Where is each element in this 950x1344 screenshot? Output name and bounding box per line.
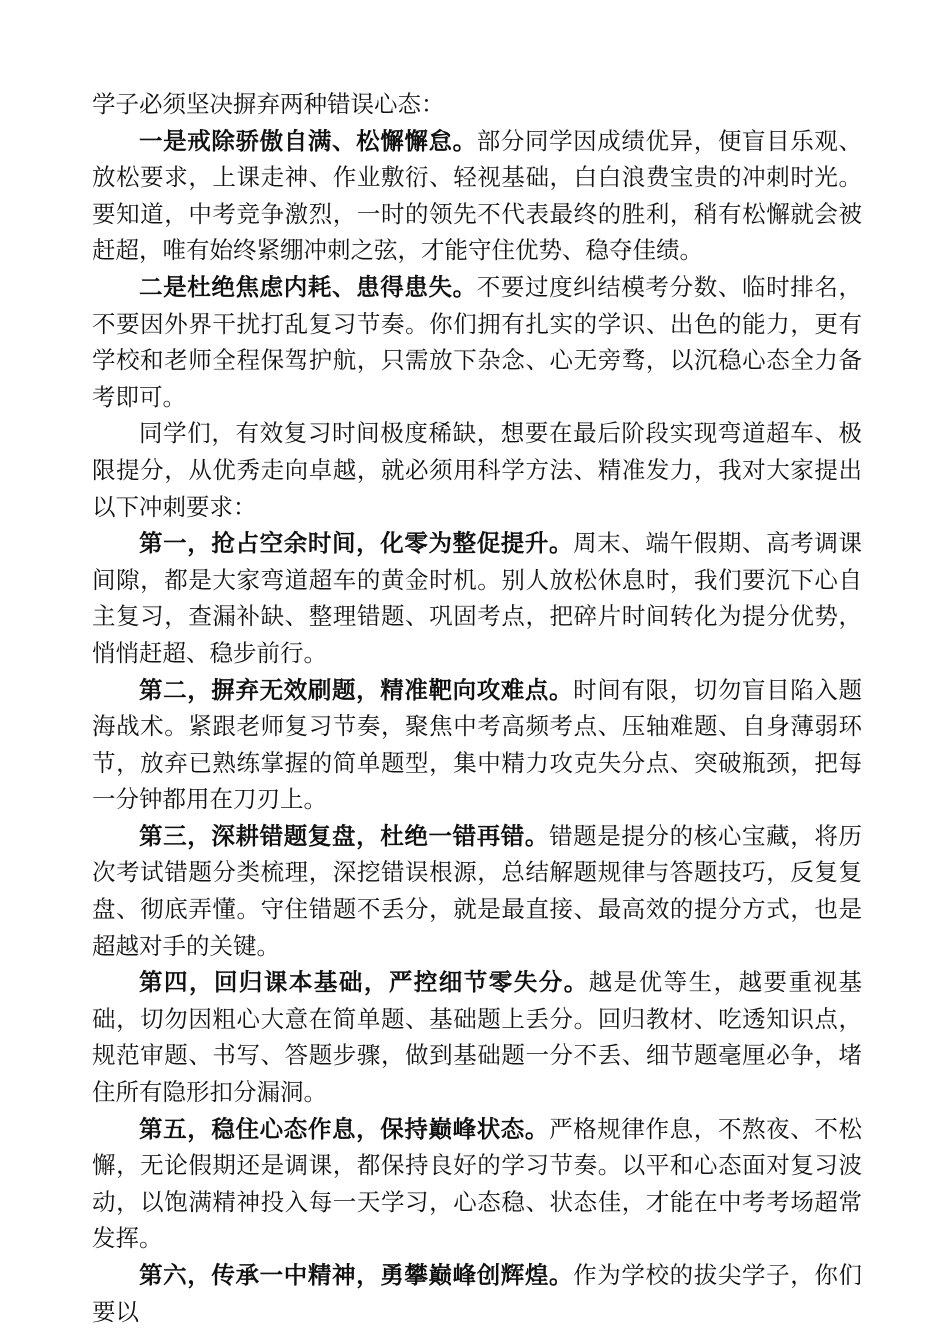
paragraph-transition xyxy=(92,415,862,525)
paragraph-second xyxy=(92,672,862,818)
paragraph-text: 时间有限，切勿盲目陷入题海战术。紧跟老师复习节奏，聚焦中考高频考点、压轴难题、自身薄弱环节，放弃已熟练掌握的简单题型，集中精力攻克失分点、突破瓶颈，把每一分钟都用在刀刃上。 xyxy=(92,675,862,814)
paragraph-lead: 第二，摒弃无效刷题，精准靶向攻难点。 xyxy=(139,675,574,704)
paragraph-text: 作为学校的拔尖学子，你们要以 xyxy=(92,1261,862,1326)
paragraph-sixth xyxy=(92,1257,862,1330)
paragraph-text: 错题是提分的核心宝藏，将历次考试错题分类梳理，深挖错误根源，总结解题规律与答题技巧，反复复盘、彻底弄懂。守住错题不丢分，就是最直接、最高效的提分方式，也是超越对手的关键。 xyxy=(92,821,863,960)
paragraph-lead: 第一，抢占空余时间，化零为整促提升。 xyxy=(139,529,574,558)
paragraph-third xyxy=(92,818,862,964)
paragraph-lead: 第三，深耕错题复盘，杜绝一错再错。 xyxy=(139,821,550,850)
paragraph-two xyxy=(92,269,862,415)
paragraph-fifth xyxy=(92,1111,862,1257)
paragraph-text: 部分同学因成绩优异，便盲目乐观、放松要求，上课走神、作业敷衍、轻视基础，白白浪费宝贵的冲刺时光。要知道，中考竞争激烈，一时的领先不代表最终的胜利，稍有松懈就会被赶超，唯有始终紧绷冲刺之弦，才能守住优势、稳夺佳绩。 xyxy=(92,126,863,265)
paragraph-lead: 第六，传承一中精神，勇攀巅峰创辉煌。 xyxy=(139,1261,574,1289)
paragraph-text: 周末、端午假期、高考调课间隙，都是大家弯道超车的黄金时机。别人放松休息时，我们要沉下心自主复习，查漏补缺、整理错题、巩固考点，把碎片时间转化为提分优势，悄悄赶超、稳步前行。 xyxy=(92,529,862,667)
paragraph-lead: 第五，稳住心态作息，保持巅峰状态。 xyxy=(139,1114,550,1143)
paragraph-lead: 第四，回归课本基础，严控细节零失分。 xyxy=(139,968,589,997)
paragraph-text: 同学们，有效复习时间极度稀缺，想要在最后阶段实现弯道超车、极限提分，从优秀走向卓越，就必须用科学方法、精准发力，我对大家提出以下冲刺要求： xyxy=(92,419,862,521)
paragraph-first xyxy=(92,525,862,671)
paragraph-lead: 一是戒除骄傲自满、松懈懈怠。 xyxy=(139,126,477,155)
document-page xyxy=(92,86,862,1330)
paragraph-text: 不要过度纠结模考分数、临时排名，不要因外界干扰打乱复习节奏。你们拥有扎实的学识、出色的能力，更有学校和老师全程保驾护航，只需放下杂念、心无旁骛，以沉稳心态全力备考即可。 xyxy=(92,272,863,411)
paragraph-text: 严格规律作息，不熬夜、不松懈，无论假期还是调课，都保持良好的学习节奏。以平和心态面对复习波动，以饱满精神投入每一天学习，心态稳、状态佳，才能在中考考场超常发挥。 xyxy=(92,1114,863,1253)
paragraph-fourth xyxy=(92,964,862,1110)
paragraph-text: 学子必须坚决摒弃两种错误心态： xyxy=(92,90,445,118)
paragraph-intro xyxy=(92,86,862,123)
paragraph-text: 越是优等生，越要重视基础，切勿因粗心大意在简单题、基础题上丢分。回归教材、吃透知识点，规范审题、书写、答题步骤，做到基础题一分不丢、细节题毫厘必争，堵住所有隐形扣分漏洞。 xyxy=(92,968,863,1107)
paragraph-lead: 二是杜绝焦虑内耗、患得患失。 xyxy=(139,272,477,301)
paragraph-one xyxy=(92,123,862,269)
